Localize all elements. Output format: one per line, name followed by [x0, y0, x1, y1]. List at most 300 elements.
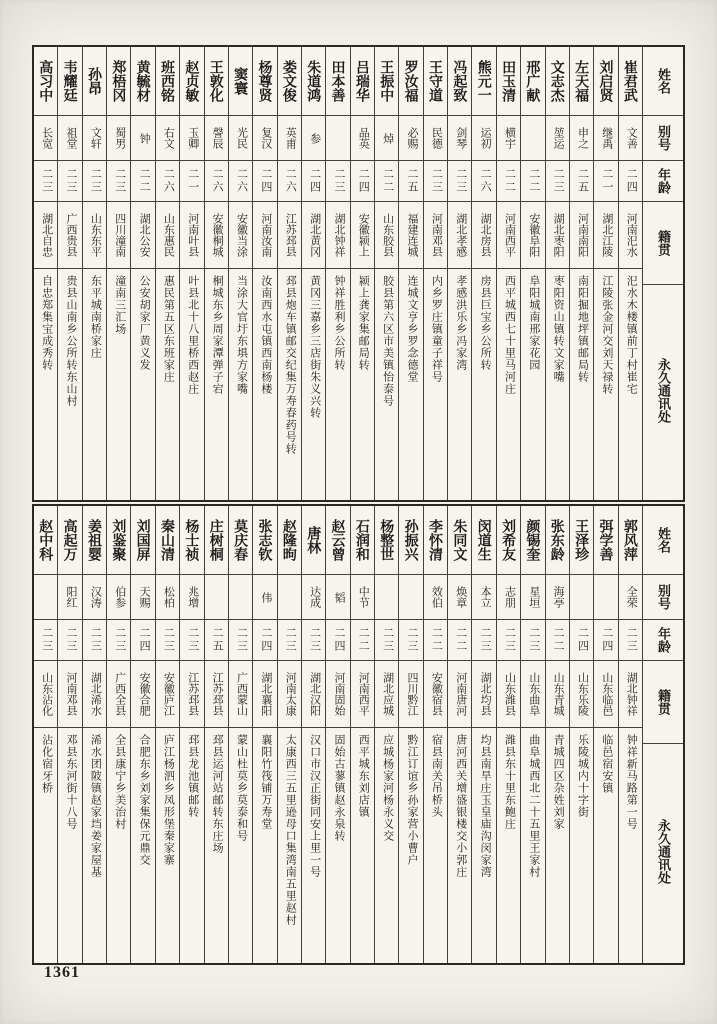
person-age: 二二: [546, 620, 569, 661]
person-age: 二六: [205, 161, 228, 202]
person-address: 合肥东乡刘家集保元鼎交: [138, 734, 151, 866]
person-column: [447, 506, 471, 963]
person-age: 二三: [302, 620, 325, 661]
person-column: [398, 47, 422, 500]
person-age: 二三: [375, 620, 398, 661]
person-name: 左天福: [570, 47, 593, 116]
person-column: [471, 506, 495, 963]
header-name: 姓名: [643, 47, 683, 116]
person-address: 阜阳城南邢家花园: [527, 275, 540, 371]
person-name: 娄文俊: [278, 47, 301, 116]
person-native-place: 河南唐河: [448, 661, 471, 728]
person-native-place: 山东东平: [83, 202, 106, 269]
person-alias: [375, 575, 398, 620]
person-address: 邳县炮车镇邮交纪集万寿春药号转: [284, 275, 297, 455]
person-native-place: 河南太康: [278, 661, 301, 728]
person-native-place: 河南叶县: [180, 202, 203, 269]
person-alias: 韬: [326, 575, 349, 620]
person-name: 冯起致: [448, 47, 471, 116]
person-alias: 右文: [156, 116, 179, 161]
person-name: 黄毓材: [131, 47, 154, 116]
person-native-place: 湖北自忠: [34, 202, 57, 269]
person-address: 钟祥胜利乡公所转: [332, 275, 345, 371]
person-alias: 钟: [131, 116, 154, 161]
person-column: [374, 506, 398, 963]
person-native-place: 湖北黄冈: [302, 202, 325, 269]
person-native-place: 安徽庐江: [156, 661, 179, 728]
person-age: 二三: [156, 620, 179, 661]
header-address: 永久通讯处: [656, 819, 671, 884]
person-column: [350, 506, 374, 963]
person-address: 青城四区杂姓刘家: [552, 734, 565, 830]
person-column: [398, 506, 422, 963]
person-column: [228, 47, 252, 500]
person-age: 二六: [229, 161, 252, 202]
person-address: 黔江订谊乡孙家营小曹户: [406, 734, 419, 866]
person-age: 二一: [180, 161, 203, 202]
person-native-place: 河南固始: [326, 661, 349, 728]
person-age: 二三: [83, 620, 106, 661]
person-name: 颜锡奎: [521, 506, 544, 575]
person-address: 庐江杨泗乡凤形堡秦家寨: [162, 734, 175, 866]
person-column: [374, 47, 398, 500]
person-age: 二四: [302, 161, 325, 202]
person-name: 弭学善: [594, 506, 617, 575]
person-native-place: 安徽当涂: [229, 202, 252, 269]
person-column: [350, 47, 374, 500]
person-name: 姜祖婴: [83, 506, 106, 575]
header-column: [642, 47, 683, 500]
person-alias: 文轩: [83, 116, 106, 161]
header-address: 永久通讯处: [656, 358, 671, 423]
page-number: 1361: [44, 964, 80, 981]
person-alias: 海亭: [546, 575, 569, 620]
person-column: [301, 506, 325, 963]
person-age: 二二: [497, 161, 520, 202]
person-alias: 运初: [472, 116, 495, 161]
person-native-place: 四川潼南: [107, 202, 130, 269]
person-column: [593, 506, 617, 963]
header-native-place: 籍贯: [643, 661, 683, 744]
person-native-place: 湖北钟祥: [619, 661, 642, 728]
person-address: 桐城东乡周家潭弹子宕: [211, 275, 224, 395]
person-native-place: 湖北浠水: [83, 661, 106, 728]
person-alias: 松柏: [156, 575, 179, 620]
person-column: [471, 47, 495, 500]
person-column: [520, 506, 544, 963]
person-column: [618, 506, 642, 963]
person-age: 二四: [619, 161, 642, 202]
person-column: [228, 506, 252, 963]
person-alias: 焕章: [448, 575, 471, 620]
person-age: 二三: [107, 620, 130, 661]
directory-table-bottom: [32, 504, 685, 965]
person-name: 李怀清: [424, 506, 447, 575]
person-column: [423, 506, 447, 963]
person-alias: 伯参: [107, 575, 130, 620]
person-age: 二二: [448, 620, 471, 661]
person-alias: 兆增: [180, 575, 203, 620]
person-name: 张东龄: [546, 506, 569, 575]
person-name: 朱道鸿: [302, 47, 325, 116]
person-name: 罗汝福: [399, 47, 422, 116]
person-native-place: 山东乐陵: [570, 661, 593, 728]
person-name: 班西铭: [156, 47, 179, 116]
person-name: 庄树桐: [205, 506, 228, 575]
person-name: 熊元一: [472, 47, 495, 116]
person-name: 刘启贤: [594, 47, 617, 116]
person-name: 石润和: [351, 506, 374, 575]
person-native-place: 安徽颍上: [351, 202, 374, 269]
person-native-place: 山东曲阜: [521, 661, 544, 728]
person-age: 二三: [34, 620, 57, 661]
person-address: 钟祥新马路第一号: [625, 734, 638, 830]
person-name: 文志杰: [546, 47, 569, 116]
person-name: 崔君武: [619, 47, 642, 116]
person-address: 内乡罗庄镇童子祥号: [430, 275, 443, 383]
person-age: 二二: [424, 620, 447, 661]
person-alias: 蜀男: [107, 116, 130, 161]
person-alias: 堃运: [546, 116, 569, 161]
person-column: [325, 47, 349, 500]
person-native-place: 河南邓县: [424, 202, 447, 269]
person-alias: 汉涛: [83, 575, 106, 620]
person-alias: [34, 575, 57, 620]
person-alias: 文善: [619, 116, 642, 161]
person-age: 二四: [326, 620, 349, 661]
person-age: 二二: [131, 161, 154, 202]
header-column: [642, 506, 683, 963]
person-age: 二三: [448, 161, 471, 202]
header-age: 年龄: [643, 620, 683, 661]
person-column: [545, 47, 569, 500]
person-age: 二三: [424, 161, 447, 202]
person-alias: 全荣: [619, 575, 642, 620]
person-alias: [594, 575, 617, 620]
person-address: 西平城东刘店镇: [357, 734, 370, 818]
person-native-place: 河南南阳: [570, 202, 593, 269]
person-name: 孙振兴: [399, 506, 422, 575]
person-age: 二三: [278, 620, 301, 661]
person-address: 潼南三汇场: [113, 275, 126, 335]
person-alias: [326, 116, 349, 161]
person-native-place: 湖北孝感: [448, 202, 471, 269]
person-native-place: 山东青城: [546, 661, 569, 728]
person-column: [277, 47, 301, 500]
person-address: 浠水团陂镇赵家垱姜家屋基: [89, 734, 102, 878]
person-column: [204, 506, 228, 963]
person-native-place: 江苏邳县: [205, 661, 228, 728]
person-age: 二三: [326, 161, 349, 202]
person-column: [204, 47, 228, 500]
person-name: 郑梧冈: [107, 47, 130, 116]
person-age: 二五: [570, 161, 593, 202]
person-address: 汜水木楼镇前丁村崔宅: [625, 275, 638, 395]
person-column: [252, 47, 276, 500]
person-age: 二五: [399, 161, 422, 202]
person-column: [520, 47, 544, 500]
person-address: 当涂大官圩东埧方家嘴: [235, 275, 248, 395]
person-age: 二三: [546, 161, 569, 202]
person-name: 闵道生: [472, 506, 495, 575]
person-native-place: 山东惠民: [156, 202, 179, 269]
person-alias: [278, 575, 301, 620]
person-native-place: 江苏邳县: [180, 661, 203, 728]
person-name: 邢广献: [521, 47, 544, 116]
person-column: [496, 47, 520, 500]
person-age: 二三: [619, 620, 642, 661]
person-age: 二五: [205, 620, 228, 661]
person-address: 宿县南关吊桥头: [430, 734, 443, 818]
person-column: [34, 47, 57, 500]
person-column: [130, 506, 154, 963]
person-column: [82, 506, 106, 963]
person-address: 枣阳资山镇转文家嘴: [552, 275, 565, 383]
person-native-place: 河南汜水: [619, 202, 642, 269]
person-address: 固始古蓼镇赵永泉转: [332, 734, 345, 842]
person-name: 赵中科: [34, 506, 57, 575]
person-native-place: 湖北房县: [472, 202, 495, 269]
person-alias: 光民: [229, 116, 252, 161]
header-alias: 别号: [643, 116, 683, 161]
person-age: 二二: [521, 161, 544, 202]
person-name: 赵云曾: [326, 506, 349, 575]
person-address: 房县巨宝乡公所转: [479, 275, 492, 371]
person-native-place: 广西蒙山: [229, 661, 252, 728]
person-column: [82, 47, 106, 500]
person-name: 秦山清: [156, 506, 179, 575]
person-age: 二二: [351, 620, 374, 661]
person-alias: 复汉: [253, 116, 276, 161]
person-address: 潍县东十里东鲍庄: [503, 734, 516, 830]
person-column: [593, 47, 617, 500]
person-native-place: 安徽合肥: [131, 661, 154, 728]
person-age: 二三: [58, 161, 81, 202]
person-column: [618, 47, 642, 500]
person-address: 沾化宿牙桥: [40, 734, 53, 794]
person-native-place: 安徽阜阳: [521, 202, 544, 269]
person-name: 杨士祯: [180, 506, 203, 575]
person-alias: 祖堂: [58, 116, 81, 161]
person-age: 二四: [594, 620, 617, 661]
person-address: 黄冈三嘉乡三店街朱义兴转: [308, 275, 321, 419]
person-alias: [399, 575, 422, 620]
person-address: 贵县山南乡公所转东山村: [64, 275, 77, 407]
person-age: 二四: [253, 620, 276, 661]
person-name: 张志钦: [253, 506, 276, 575]
person-age: 二六: [472, 161, 495, 202]
person-column: [34, 506, 57, 963]
person-name: 朱同文: [448, 506, 471, 575]
person-address: 叶县北十八里桥西赵庄: [186, 275, 199, 395]
person-alias: [229, 575, 252, 620]
person-native-place: 山东胶县: [375, 202, 398, 269]
person-name: 王敦化: [205, 47, 228, 116]
person-address: 全县康宁乡美治村: [113, 734, 126, 830]
person-age: 二三: [180, 620, 203, 661]
person-native-place: 河南西平: [497, 202, 520, 269]
person-column: [179, 47, 203, 500]
person-address: 汉口市汉正街同安上里一号: [308, 734, 321, 878]
person-address: 西平城西七十里马河庄: [503, 275, 516, 395]
person-alias: 横宇: [497, 116, 520, 161]
person-address: 襄阳竹筏铺万寿堂: [259, 734, 272, 830]
person-column: [569, 506, 593, 963]
person-age: 二三: [34, 161, 57, 202]
person-column: [130, 47, 154, 500]
person-alias: 剑琴: [448, 116, 471, 161]
person-column: [447, 47, 471, 500]
person-age: 二三: [229, 620, 252, 661]
person-address: 胶县第六区市美镇怡泰号: [381, 275, 394, 407]
person-address: 均县南旱庄玉皇庙沟闵家湾: [479, 734, 492, 878]
person-alias: 民德: [424, 116, 447, 161]
person-address: 乐陵城内十字街: [576, 734, 589, 818]
person-native-place: 湖北均县: [472, 661, 495, 728]
person-native-place: 江苏邳县: [278, 202, 301, 269]
person-alias: 焯: [375, 116, 398, 161]
person-address: 临邑宿安镇: [600, 734, 613, 794]
person-alias: 謦辰: [205, 116, 228, 161]
person-alias: 达成: [302, 575, 325, 620]
person-age: 二三: [399, 620, 422, 661]
person-age: 二二: [375, 161, 398, 202]
person-alias: 中节: [351, 575, 374, 620]
person-name: 王泽珍: [570, 506, 593, 575]
person-column: [57, 506, 81, 963]
person-alias: 参: [302, 116, 325, 161]
person-alias: 效伯: [424, 575, 447, 620]
person-alias: 天赐: [131, 575, 154, 620]
person-address: 颍上龚家集邮局转: [357, 275, 370, 371]
person-native-place: 湖北江陵: [594, 202, 617, 269]
person-alias: 必赐: [399, 116, 422, 161]
person-native-place: 安徽桐城: [205, 202, 228, 269]
person-alias: 本立: [472, 575, 495, 620]
person-name: 赵隆昫: [278, 506, 301, 575]
person-column: [277, 506, 301, 963]
person-alias: 伟: [253, 575, 276, 620]
person-column: [252, 506, 276, 963]
person-age: 二六: [278, 161, 301, 202]
person-address: 曲阜城西北二十五里王家村: [527, 734, 540, 878]
person-native-place: 山东沾化: [34, 661, 57, 728]
person-address: 应城杨家河杨永义交: [381, 734, 394, 842]
person-address: 太康西三五里逊母口集湾南五里赵村: [284, 734, 297, 926]
person-age: 二四: [351, 161, 374, 202]
person-name: 赵贞敏: [180, 47, 203, 116]
person-alias: 志朋: [497, 575, 520, 620]
person-address: 唐河西关增盛银楼交小郭庄: [454, 734, 467, 878]
person-native-place: 河南邓县: [58, 661, 81, 728]
person-native-place: 广西贵县: [58, 202, 81, 269]
person-native-place: 湖北钟祥: [326, 202, 349, 269]
person-native-place: 四川黔江: [399, 661, 422, 728]
person-native-place: 河南汝南: [253, 202, 276, 269]
person-name: 莫庆春: [229, 506, 252, 575]
header-name: 姓名: [643, 506, 683, 575]
person-native-place: 山东潍县: [497, 661, 520, 728]
person-age: 二三: [58, 620, 81, 661]
person-address: 自忠郑集宝成秀转: [40, 275, 53, 371]
person-name: 高起万: [58, 506, 81, 575]
person-age: 二三: [472, 620, 495, 661]
person-column: [325, 506, 349, 963]
person-name: 高习中: [34, 47, 57, 116]
person-native-place: 山东临邑: [594, 661, 617, 728]
person-alias: [205, 575, 228, 620]
person-alias: 品英: [351, 116, 374, 161]
person-address: 连城文亨乡罗念德堂: [406, 275, 419, 383]
person-native-place: 湖北汉阳: [302, 661, 325, 728]
person-name: 吕瑞华: [351, 47, 374, 116]
person-column: [179, 506, 203, 963]
person-age: 二四: [253, 161, 276, 202]
person-native-place: 河南西平: [351, 661, 374, 728]
person-name: 田本善: [326, 47, 349, 116]
person-alias: 长宽: [34, 116, 57, 161]
person-name: 刘国屏: [131, 506, 154, 575]
person-column: [57, 47, 81, 500]
person-column: [301, 47, 325, 500]
person-column: [155, 506, 179, 963]
person-name: 郭风萍: [619, 506, 642, 575]
person-age: 二四: [570, 620, 593, 661]
person-address: 江陵张金河交刘天禄转: [600, 275, 613, 395]
person-name: 杨整世: [375, 506, 398, 575]
person-address: 汝南西水屯镇西南杨楼: [259, 275, 272, 395]
person-age: 二四: [131, 620, 154, 661]
person-native-place: 广西全县: [107, 661, 130, 728]
person-name: 刘鉴聚: [107, 506, 130, 575]
person-alias: 星垣: [521, 575, 544, 620]
person-alias: 申之: [570, 116, 593, 161]
header-native-place: 籍贯: [643, 202, 683, 285]
person-column: [155, 47, 179, 500]
person-name: 王守道: [424, 47, 447, 116]
person-native-place: 湖北应城: [375, 661, 398, 728]
person-name: 唐林: [302, 506, 325, 575]
person-name: 韦耀廷: [58, 47, 81, 116]
person-alias: 英甫: [278, 116, 301, 161]
person-address: 蒙山杜莫乡莫泰和号: [235, 734, 248, 842]
person-column: [106, 47, 130, 500]
person-address: 惠民第五区东班家庄: [162, 275, 175, 383]
person-alias: 玉卿: [180, 116, 203, 161]
person-native-place: 福建连城: [399, 202, 422, 269]
header-alias: 别号: [643, 575, 683, 620]
person-age: 二一: [594, 161, 617, 202]
person-native-place: 湖北襄阳: [253, 661, 276, 728]
person-name: 刘希友: [497, 506, 520, 575]
person-address: 南阳掘地坪镇邮局转: [576, 275, 589, 383]
person-address: 邳县运河站邮转东庄场: [211, 734, 224, 854]
header-age: 年龄: [643, 161, 683, 202]
person-name: 杨尊贤: [253, 47, 276, 116]
person-alias: 继禹: [594, 116, 617, 161]
person-address: 公安胡家厂黄义发: [138, 275, 151, 371]
person-native-place: 安徽宿县: [424, 661, 447, 728]
person-column: [496, 506, 520, 963]
person-age: 二六: [156, 161, 179, 202]
person-name: 田玉清: [497, 47, 520, 116]
person-native-place: 湖北公安: [131, 202, 154, 269]
person-column: [106, 506, 130, 963]
person-age: 二三: [107, 161, 130, 202]
person-age: 二三: [83, 161, 106, 202]
person-name: 王振中: [375, 47, 398, 116]
person-name: 孙昂: [83, 47, 106, 116]
